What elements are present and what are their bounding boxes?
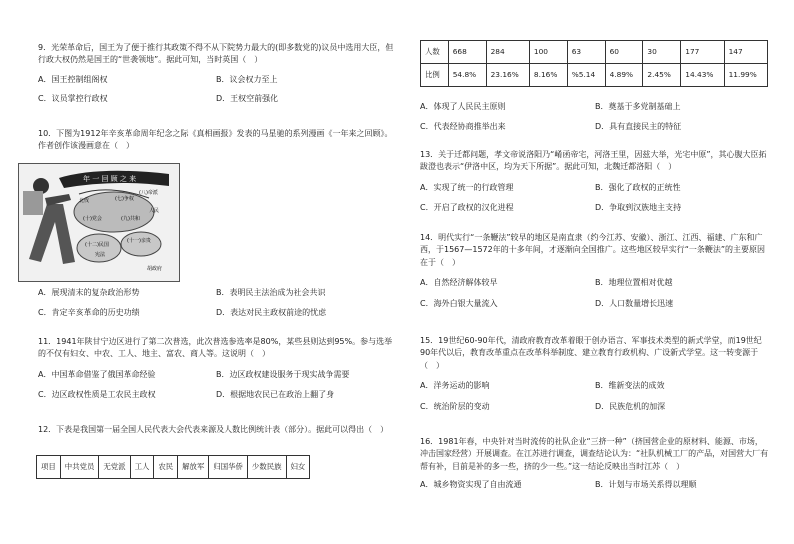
option-d[interactable]: D．民族危机的加深 bbox=[595, 401, 666, 411]
question-15-options bbox=[420, 380, 770, 413]
question-10 bbox=[38, 128, 394, 153]
option-c[interactable]: C．统治阶层的变动 bbox=[420, 401, 490, 411]
table-row bbox=[421, 41, 768, 64]
table-cell: 177 bbox=[681, 41, 724, 64]
question-13-options bbox=[420, 182, 770, 215]
cartoon-title: 年 一 回 顾 之 来 bbox=[83, 175, 137, 183]
table-cell: 农民 bbox=[154, 456, 178, 479]
cartoon-label: (七)争权 bbox=[115, 196, 134, 202]
option-b[interactable]: B．强化了政权的正统性 bbox=[595, 182, 681, 192]
option-d[interactable]: D．表达对民主政权前途的忧虑 bbox=[216, 308, 327, 318]
question-16 bbox=[420, 436, 770, 492]
option-b[interactable]: B．边区政权建设服务于现实战争需要 bbox=[216, 369, 350, 379]
option-c[interactable]: C．海外白银大量流入 bbox=[420, 298, 498, 308]
option-d[interactable]: D．王权空前强化 bbox=[216, 94, 279, 104]
option-b[interactable]: B．计划与市场关系得以理顺 bbox=[595, 480, 697, 490]
table-cell: 63 bbox=[567, 41, 605, 64]
option-a[interactable]: A．中国革命借鉴了俄国革命经验 bbox=[38, 369, 156, 379]
table-cell: 少数民族 bbox=[247, 456, 286, 479]
question-12-options bbox=[420, 101, 770, 134]
question-9-options bbox=[38, 74, 394, 106]
option-b[interactable]: B．维新变法的成效 bbox=[595, 381, 665, 391]
table-cell: 4.89% bbox=[605, 64, 643, 87]
question-14-options bbox=[420, 277, 770, 310]
question-15 bbox=[420, 335, 770, 413]
table-cell: 归国华侨 bbox=[209, 456, 248, 479]
table-cell: 284 bbox=[486, 41, 529, 64]
question-12-table-data bbox=[420, 40, 768, 87]
question-12-text: 12．下表是我国第一届全国人民代表大会代表来源及人数比例统计表（部分）。据此可以得出（ ） bbox=[38, 425, 389, 434]
table-cell: 147 bbox=[724, 41, 767, 64]
cartoon-label: 宪法 bbox=[95, 252, 106, 258]
table-cell: 项目 bbox=[37, 456, 61, 479]
option-a[interactable]: A．城乡物资实现了自由流通 bbox=[420, 480, 522, 490]
question-11-options bbox=[38, 369, 394, 402]
question-12-options-block bbox=[420, 101, 770, 134]
table-cell: 14.43% bbox=[681, 64, 724, 87]
question-10-options-block bbox=[38, 287, 394, 320]
cartoon-label: 人民 bbox=[149, 208, 160, 214]
option-c[interactable]: C．开启了政权的汉化进程 bbox=[420, 203, 514, 213]
option-a[interactable]: A．体现了人民民主原则 bbox=[420, 102, 506, 111]
table-cell: 100 bbox=[529, 41, 567, 64]
cartoon-label: (九)共和 bbox=[121, 216, 140, 222]
table-cell: 解放军 bbox=[178, 456, 209, 479]
table-cell: 23.16% bbox=[486, 64, 529, 87]
cartoon-label: (十一)亲贵 bbox=[127, 238, 151, 244]
option-d[interactable]: D．人口数量增长迅速 bbox=[595, 298, 674, 308]
table-cell: 2.45% bbox=[643, 64, 681, 87]
question-13-text: 13．关于迁都问题，孝文帝说洛阳乃“崤函帝宅，河洛王里，因兹大举，光宅中原”，其心腹大臣拓跋澄也表示“伊洛中区，均为天下所据”。据此可知，北魏迁都洛阳（ ） bbox=[420, 150, 767, 172]
option-a[interactable]: A．国王控制组阁权 bbox=[38, 74, 108, 84]
question-12 bbox=[38, 424, 394, 436]
question-9-text: 9．光荣革命后，国王为了便于推行其政策不得不从下院势力最大的(即多数党的)议员中选用大臣，但行政大权仍然是国王的“世袭领地”。据此可知，当时英国（ ） bbox=[38, 43, 394, 65]
question-13 bbox=[420, 149, 770, 215]
table-cell: 无党派 bbox=[99, 456, 130, 479]
option-b[interactable]: B．议会权力至上 bbox=[216, 74, 278, 84]
question-10-text: 10．下图为1912年辛亥革命周年纪念之际《真相画报》发表的马星驰的系列漫画《一年来之回顾》。作者创作该漫画意在（ ） bbox=[38, 129, 393, 151]
table-cell: 60 bbox=[605, 41, 643, 64]
question-14 bbox=[420, 232, 770, 310]
option-c[interactable]: C．肯定辛亥革命的历史功绩 bbox=[38, 308, 140, 318]
option-d[interactable]: D．根据地农民已在政治上翻了身 bbox=[216, 390, 335, 400]
option-b[interactable]: B．地理位置相对优越 bbox=[595, 278, 673, 288]
table-cell: 668 bbox=[448, 41, 486, 64]
cartoon-drawing bbox=[19, 164, 179, 281]
cartoon-label: 北伐 bbox=[79, 198, 90, 204]
question-12-table-header bbox=[36, 455, 310, 479]
option-a[interactable]: A．展现清末的复杂政治形势 bbox=[38, 288, 140, 297]
table-cell: 30 bbox=[643, 41, 681, 64]
option-b[interactable]: B．表明民主法治成为社会共识 bbox=[216, 288, 326, 297]
question-15-text: 15．19世纪60-90年代，清政府教育改革着眼于创办语言、军事技术类型的新式学堂，而19世纪90年代以后，教育改革重点在改革科举制度、建立教育行政机构、广设新式学堂。这一转变源于（ ） bbox=[420, 336, 762, 370]
option-c[interactable]: C．议员掌控行政权 bbox=[38, 94, 108, 104]
table-cell: 比例 bbox=[421, 64, 449, 87]
cartoon-label: (十)党会 bbox=[83, 216, 102, 222]
table-row bbox=[421, 64, 768, 87]
option-a[interactable]: A．自然经济解体较早 bbox=[420, 278, 498, 288]
option-b[interactable]: B．奠基于多党制基础上 bbox=[595, 102, 681, 111]
option-c[interactable]: C．边区政权性质是工农民主政权 bbox=[38, 390, 156, 400]
table-row bbox=[37, 456, 310, 479]
table-cell: 中共党员 bbox=[60, 456, 99, 479]
option-d[interactable]: D．具有直接民主的特征 bbox=[595, 122, 682, 132]
question-11 bbox=[38, 336, 394, 402]
table-cell: 人数 bbox=[421, 41, 449, 64]
table-cell: 11.99% bbox=[724, 64, 767, 87]
option-d[interactable]: D．争取到汉族地主支持 bbox=[595, 203, 682, 213]
cartoon-label: 胡政府 bbox=[147, 266, 163, 272]
table-cell: 8.16% bbox=[529, 64, 567, 87]
question-16-options bbox=[420, 479, 770, 491]
cartoon-image bbox=[18, 163, 180, 282]
table-cell: 妇女 bbox=[286, 456, 310, 479]
option-a[interactable]: A．洋务运动的影响 bbox=[420, 381, 490, 391]
question-9 bbox=[38, 42, 394, 106]
question-10-options bbox=[38, 287, 394, 320]
table-cell: %5.14 bbox=[567, 64, 605, 87]
cartoon-label: (八)帝派 bbox=[139, 190, 158, 196]
cartoon-label: (十二)民国 bbox=[85, 242, 109, 248]
question-16-text: 16．1981年春，中央针对当时流传的社队企业“三挤一种”（挤国营企业的原材料、能源、市场，冲击国家经营）开展调查。在江苏进行调查，调查结论认为：“社队机械工厂的产品，对国营大厂有帮有补，目前是补的多一些，挤的少一些。”这一结论反映出当时江苏（ ） bbox=[420, 437, 769, 471]
table-cell: 工人 bbox=[130, 456, 154, 479]
question-14-text: 14．明代实行“一条鞭法”较早的地区是南直隶（约今江苏、安徽）、浙江、江西、福建、广东和广西，于1567—1572年的十多年间，才逐渐向全国推广。这些地区较早实行“一条鞭法”的主要原因在于（ ） bbox=[420, 233, 766, 267]
option-a[interactable]: A．实现了统一的行政管理 bbox=[420, 182, 514, 192]
option-c[interactable]: C．代表经协商推举出来 bbox=[420, 122, 506, 132]
table-cell: 54.8% bbox=[448, 64, 486, 87]
question-11-text: 11．1941年陕甘宁边区进行了第二次普选，此次普选参选率是80%，某些县则达到95%。参与选举的不仅有妇女、中农、工人、地主、富农、商人等。这说明（ ） bbox=[38, 337, 393, 359]
